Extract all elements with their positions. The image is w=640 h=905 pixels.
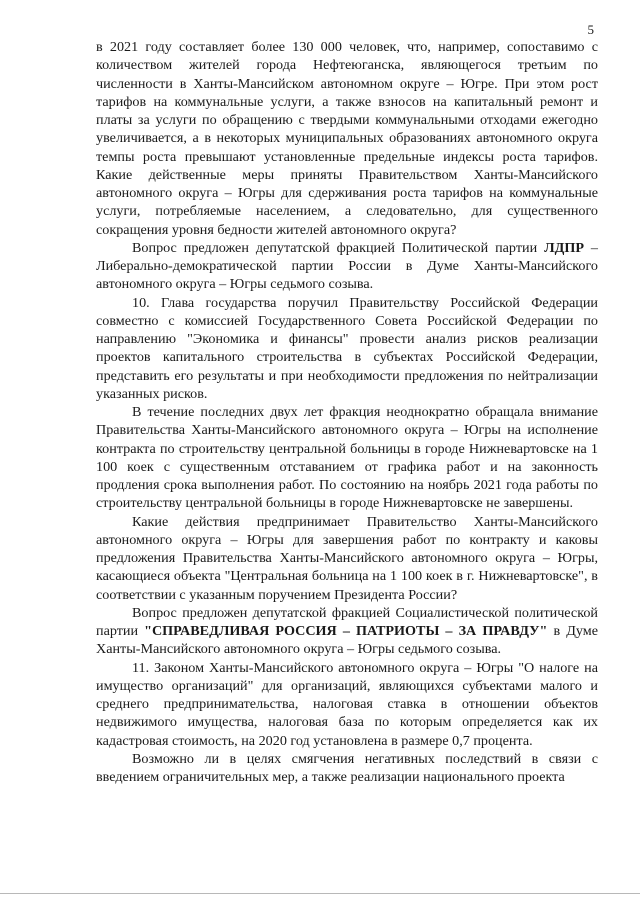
paragraph (96, 294, 598, 404)
paragraph (96, 403, 598, 513)
text-run: В течение последних двух лет фракция неоднократно обращала внимание Правительства Ханты-Мансийского автономного округа – Югры на исполнение контракта по строительству центральной больницы в городе Нижневартовске на 1 100 коек с существенным отставанием от графика работ и на законность продления срока выполнения работ. По состоянию на ноябрь 2021 года работы по строительству центральной больницы в городе Нижневартовске не завершены. (96, 404, 598, 512)
paragraph (96, 604, 598, 659)
text-run: Какие действия предпринимает Правительство Ханты-Мансийского автономного округа – Югры для завершения работ по контракту и каковы предложения Правительства Ханты-Мансийского автономного округа – Югры, касающиеся объекта "Центральная больница на 1 100 коек в г. Нижневартовске", в соответствии с указанным поручением Президента России? (96, 513, 598, 603)
paragraph (96, 513, 598, 604)
bold-text-run: ЛДПР (544, 239, 584, 256)
page-bottom-edge (0, 893, 640, 894)
paragraph (96, 38, 598, 239)
paragraph (96, 659, 598, 750)
text-run: – Либерально-демократической партии России в Думе Ханты-Мансийского автономного округа – Югры седьмого созыва. (96, 239, 598, 293)
bold-text-run: "СПРАВЕДЛИВАЯ РОССИЯ – ПАТРИОТЫ – ЗА ПРАВДУ" (144, 623, 548, 639)
page-number: 5 (587, 22, 594, 37)
text-run: Вопрос предложен депутатской фракцией Политической партии (132, 239, 545, 256)
text-run: Вопрос предложен депутатской фракцией Социалистической политической партии (96, 604, 598, 639)
text-run: Возможно ли в целях смягчения негативных последствий в связи с введением ограничительных мер, а также реализации национального проекта (96, 750, 598, 785)
text-run: 11. Законом Ханты-Мансийского автономного округа – Югры "О налоге на имущество организаций" для организаций, являющихся субъектами малого и среднего предпринимательства, налоговая ставка в отношении объектов недвижимого имущества, налоговая база по которым определяется как их кадастровая стоимость, на 2020 год установлена в размере 0,7 процента. (96, 659, 598, 749)
text-run: 10. Глава государства поручил Правительству Российской Федерации совместно с комиссией Государственного Совета Российской Федерации по направлению "Экономика и финансы" провести анализ рисков реализации проектов капитального строительства в субъектах Российской Федерации, представить его результаты и при необходимости предложения по нейтрализации указанных рисков. (96, 294, 598, 402)
document-body (96, 38, 598, 786)
paragraph (96, 750, 598, 787)
text-run: в Думе Ханты-Мансийского автономного округа – Югры седьмого созыва. (96, 623, 598, 658)
paragraph (96, 239, 598, 294)
text-run: в 2021 году составляет более 130 000 человек, что, например, сопоставимо с количеством жителей города Нефтеюганска, являющегося третьим по численности в Ханты-Мансийском автономном округе – Югре. При этом рост тарифов на коммунальные услуги, а также взносов на капитальный ремонт и платы за услуги по обращению с твердыми коммунальными отходами ежегодно увеличивается, а в некоторых муниципальных образованиях автономного округа темпы роста превышают установленные предельные индексы роста тарифов. Какие действенные меры приняты Правительством Ханты-Мансийского автономного округа – Югры для сдерживания роста тарифов на коммунальные услуги, потребляемые населением, а следовательно, для существенного сокращения уровня бедности жителей автономного округа? (96, 39, 598, 238)
